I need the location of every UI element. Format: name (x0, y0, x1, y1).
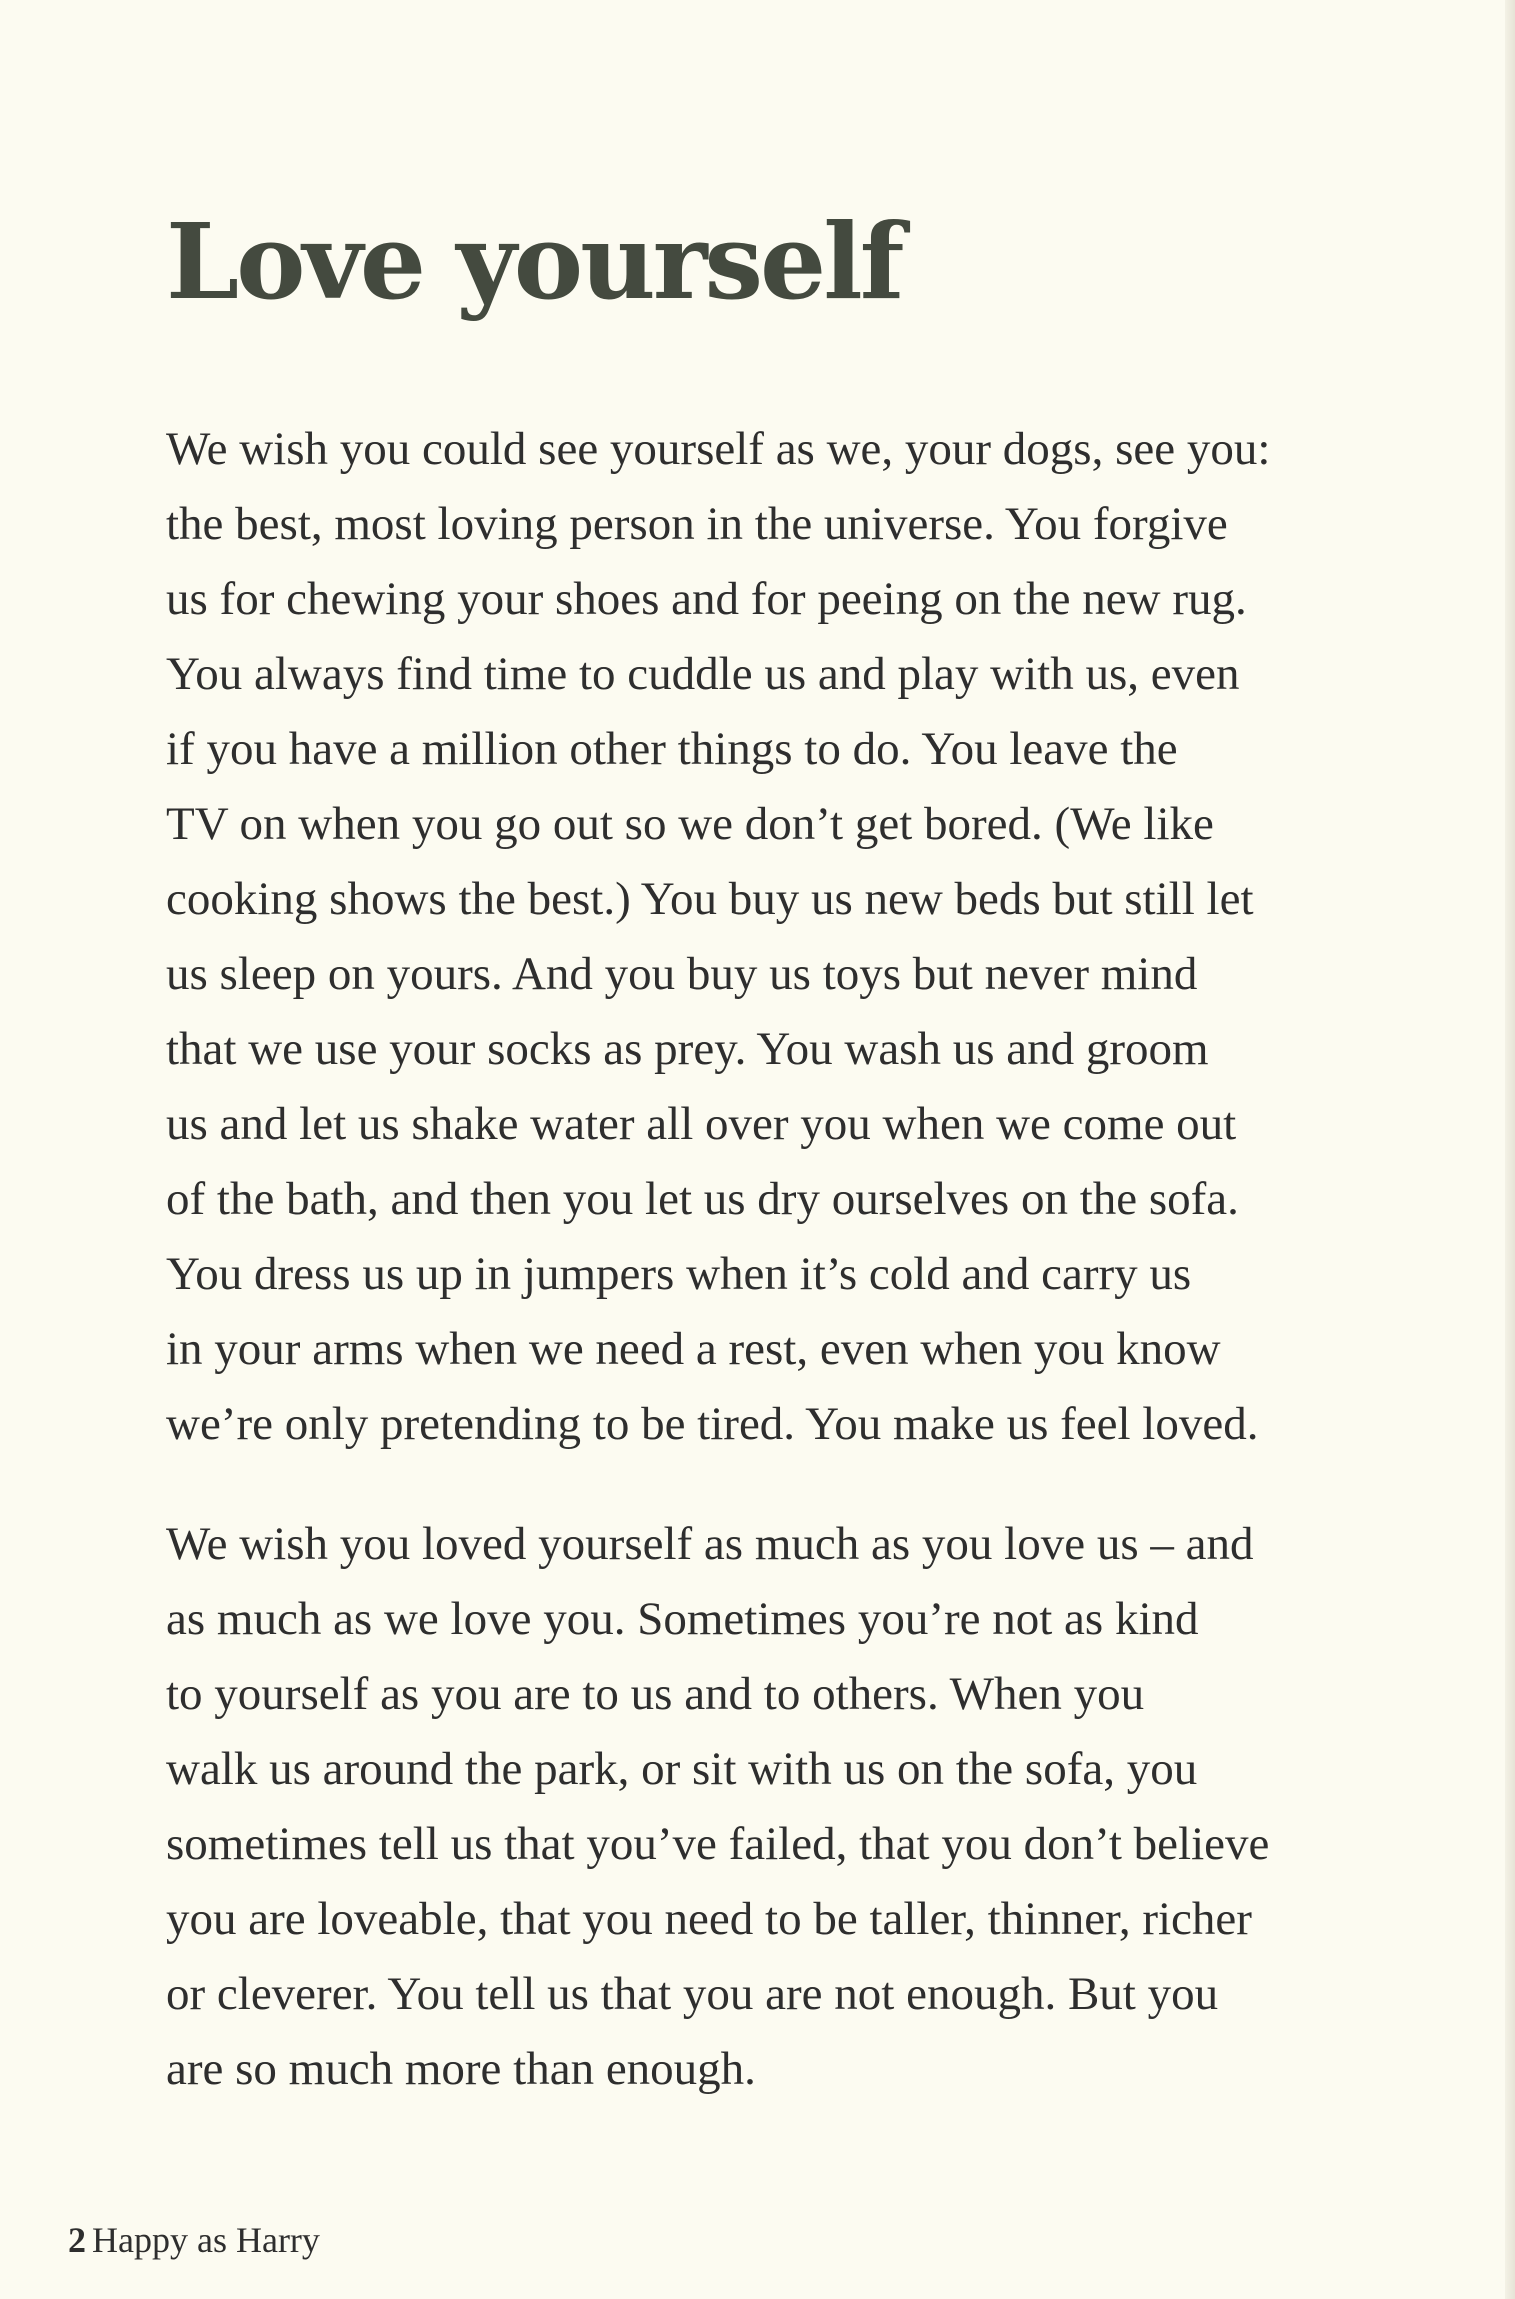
running-title: Happy as Harry (92, 2220, 320, 2260)
text-line: We wish you loved yourself as much as you love us – and (166, 1518, 1254, 1570)
text-line: that we use your socks as prey. You wash us and groom (166, 1023, 1209, 1075)
text-line: or cleverer. You tell us that you are not enough. But you (166, 1968, 1219, 2020)
text-line: as much as we love you. Sometimes you’re not as kind (166, 1593, 1199, 1645)
text-line: sometimes tell us that you’ve failed, that you don’t believe (166, 1818, 1270, 1870)
text-line: TV on when you go out so we don’t get bored. (We like (166, 798, 1214, 850)
text-line: us and let us shake water all over you when we come out (166, 1098, 1237, 1150)
paragraph-1 (166, 412, 1346, 1462)
text-line: We wish you could see yourself as we, your dogs, see you: (166, 423, 1271, 475)
text-line: we’re only pretending to be tired. You make us feel loved. (166, 1398, 1259, 1450)
text-line: you are loveable, that you need to be taller, thinner, richer (166, 1893, 1252, 1945)
page-footer (68, 2218, 320, 2262)
text-line: us for chewing your shoes and for peeing on the new rug. (166, 573, 1247, 625)
text-line: if you have a million other things to do. You leave the (166, 723, 1178, 775)
text-line: You dress us up in jumpers when it’s cold and carry us (166, 1248, 1192, 1300)
text-line: in your arms when we need a rest, even when you know (166, 1323, 1221, 1375)
text-line: of the bath, and then you let us dry ourselves on the sofa. (166, 1173, 1239, 1225)
text-line: the best, most loving person in the universe. You forgive (166, 498, 1228, 550)
text-line: You always find time to cuddle us and play with us, even (166, 648, 1240, 700)
text-line: are so much more than enough. (166, 2043, 756, 2095)
page-edge (1505, 0, 1515, 2299)
page-title: Love yourself (166, 200, 902, 323)
text-line: cooking shows the best.) You buy us new beds but still let (166, 873, 1254, 925)
page-number: 2 (68, 2220, 86, 2260)
paragraph-2 (166, 1507, 1346, 2107)
text-line: walk us around the park, or sit with us on the sofa, you (166, 1743, 1198, 1795)
text-line: to yourself as you are to us and to others. When you (166, 1668, 1145, 1720)
text-line: us sleep on yours. And you buy us toys but never mind (166, 948, 1198, 1000)
